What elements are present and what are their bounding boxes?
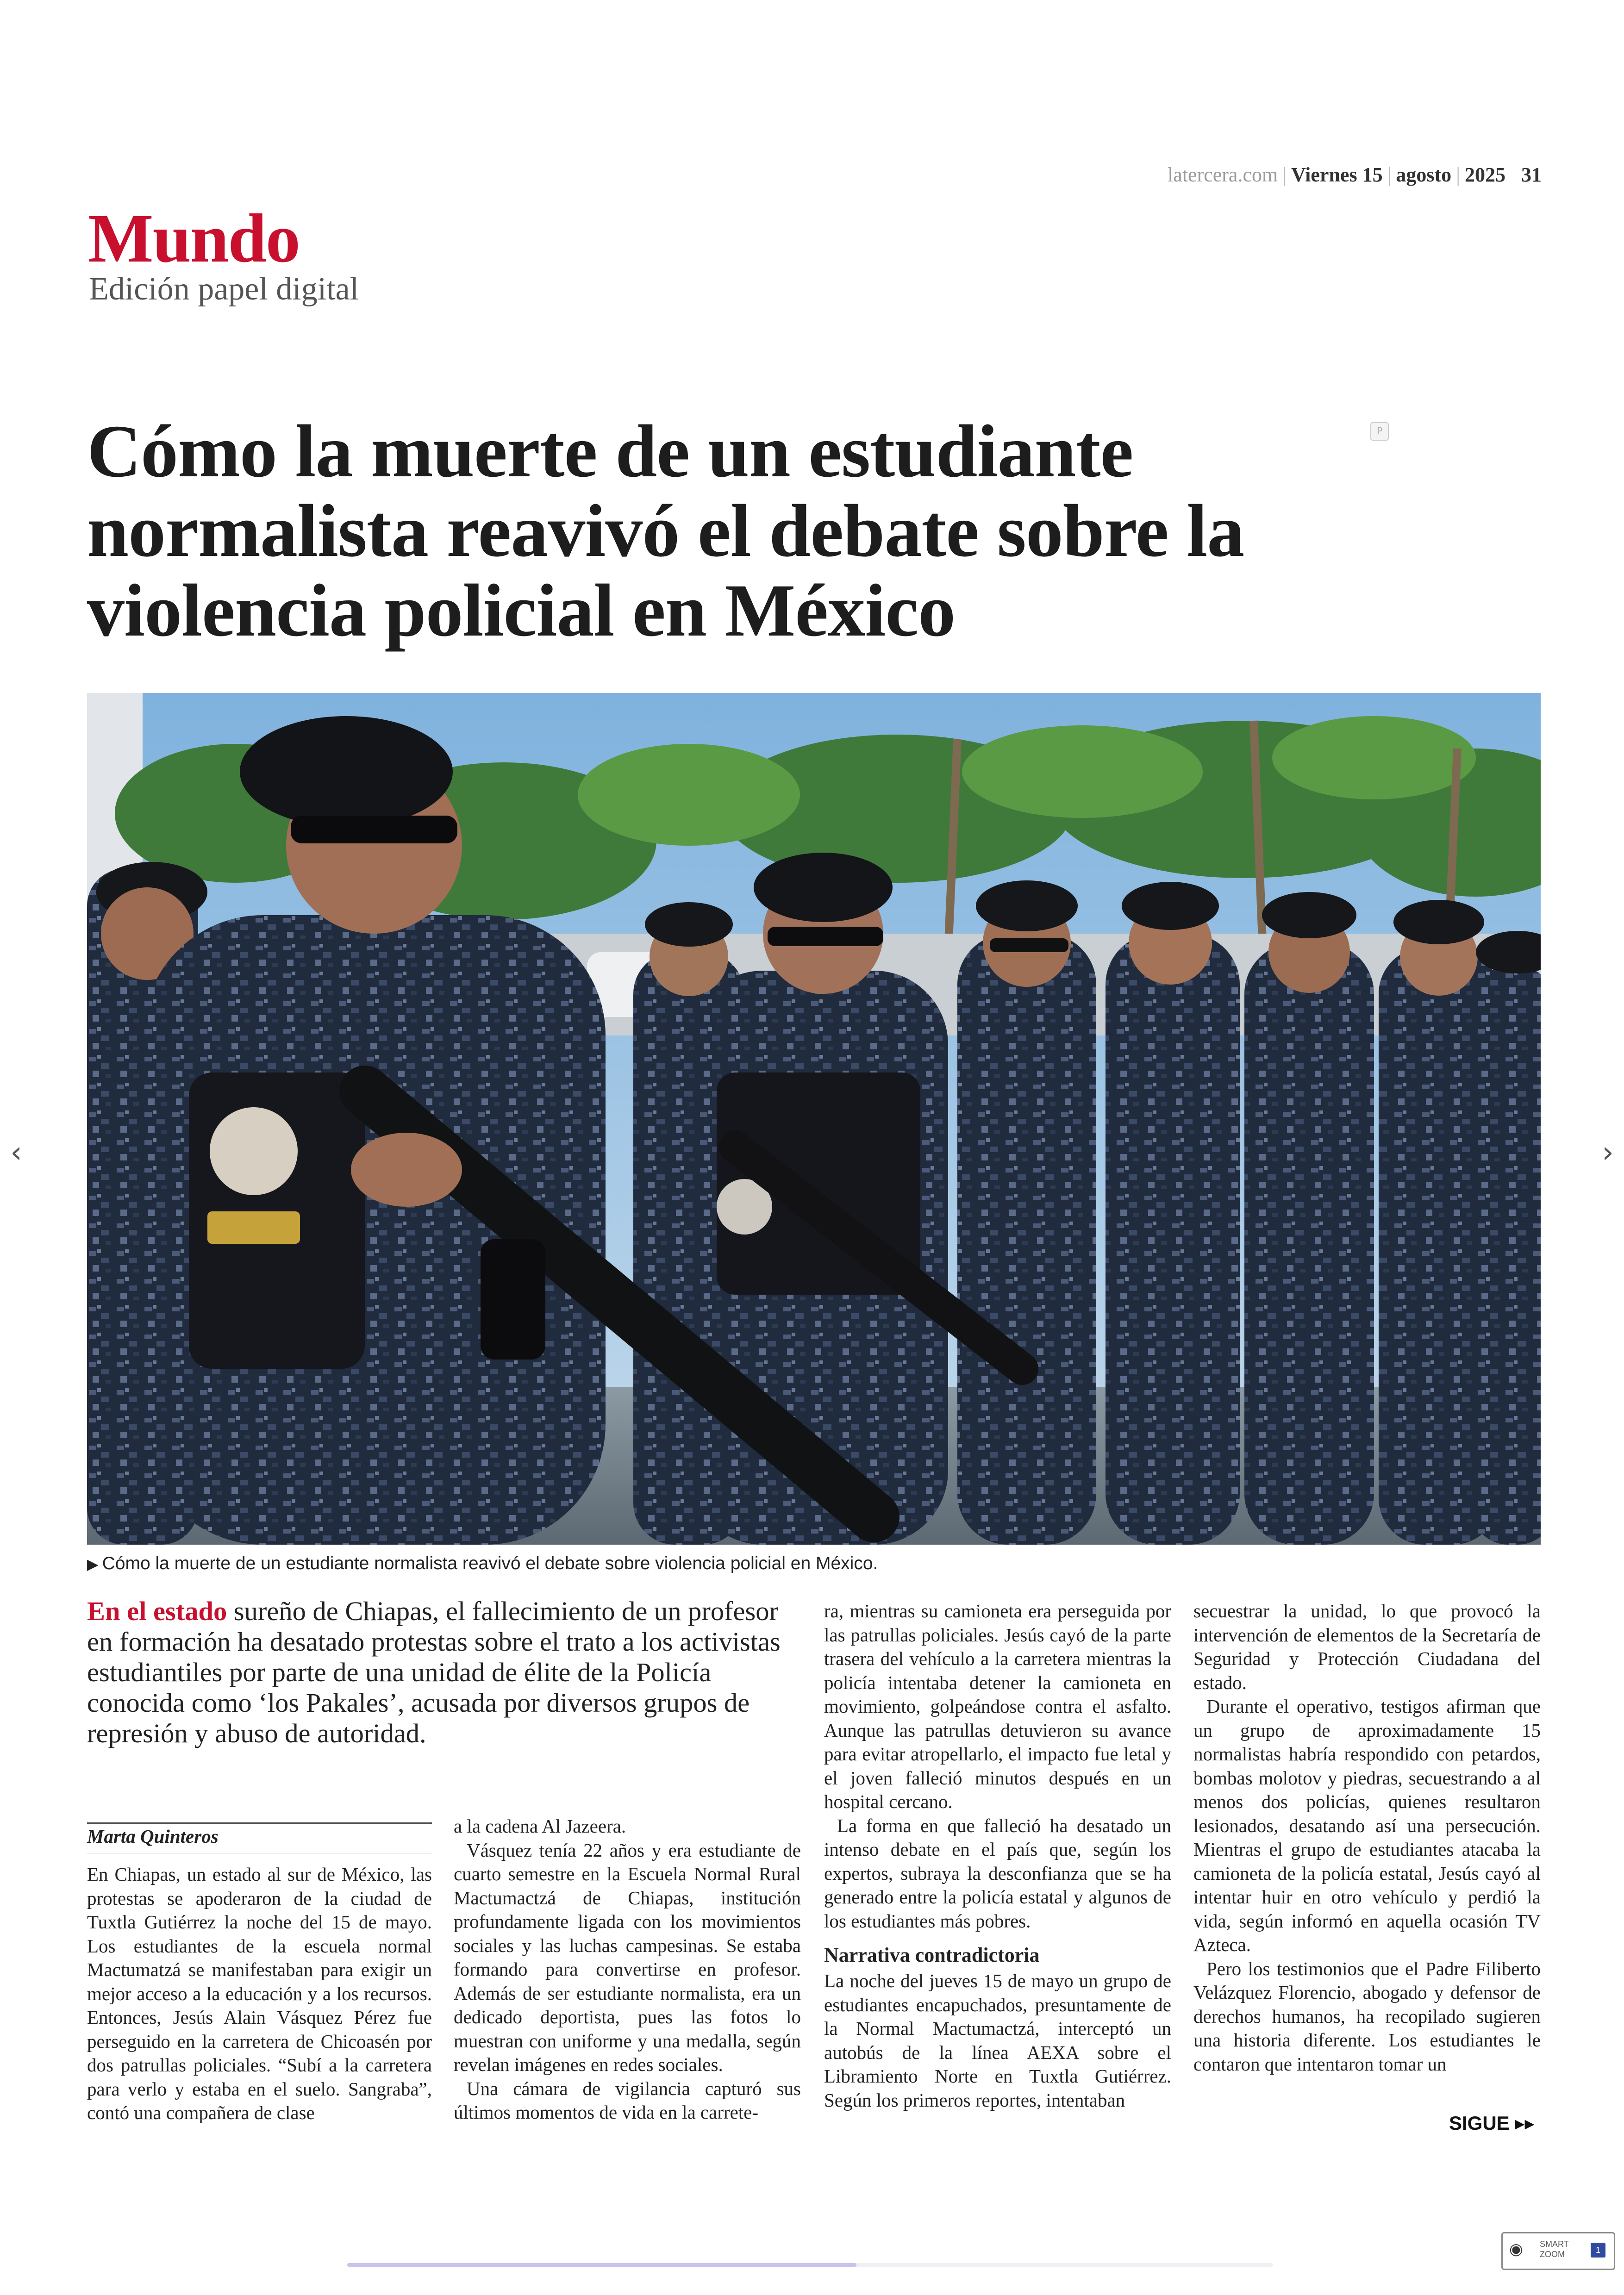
site-name: latercera.com: [1168, 163, 1278, 186]
next-page-button[interactable]: [1596, 1134, 1619, 1171]
smart-zoom-label: SMART ZOOM: [1540, 2239, 1569, 2259]
paragraph: secuestrar la unidad, lo que provocó la intervención de elementos de la Secretaría de Seguridad y Protección Ciudadana del estado.: [1193, 1600, 1541, 1693]
section-title: Mundo: [88, 200, 300, 277]
caption-arrow-icon: ▶: [87, 1556, 99, 1572]
header-year: 2025: [1465, 163, 1505, 186]
body-column-3: [824, 1599, 1171, 2112]
byline-rule: [87, 1822, 432, 1824]
eye-icon: ◉: [1509, 2240, 1523, 2258]
lead-text: sureño de Chiapas, el fallecimiento de un profesor en formación ha desatado protestas sobre el trato a los activistas estudiantiles por parte de una unidad de élite de la Policía conocida como ‘los Pakales’, acusada por diversos grupos de represión y abuso de autoridad.: [87, 1596, 781, 1748]
paragraph: Vásquez tenía 22 años y era estudiante de cuarto semestre en la Escuela Normal Rural Mactumactzá de Chiapas, institución profundamente ligada con los movimientos sociales y las luchas campesinas. Se estaba formando para convertirse en profesor. Además de ser estudiante normalista, era un dedicado deportista, pues las fotos lo muestran con uniforme y una medalla, según revelan imágenes en redes sociales.: [454, 1839, 801, 2075]
paragraph: Pero los testimonios que el Padre Filiberto Velázquez Florencio, abogado y defensor de derechos humanos, ha recopilado sugieren una historia diferente. Los estudiantes le contaron que intentaron tomar un: [1193, 1958, 1541, 2075]
photo-caption: [87, 1553, 878, 1574]
smart-zoom-button[interactable]: [1501, 2232, 1615, 2270]
byline: Marta Quinteros: [87, 1826, 219, 1847]
paragraph: En Chiapas, un estado al sur de México, las protestas se apoderaron de la ciudad de Tuxtla Gutiérrez la noche del 15 de mayo. Los estudiantes de la escuela normal Mactumatzá se manifestaban para exigir un mejor acceso a la educación y a los recursos. Entonces, Jesús Alain Vásquez Pérez fue perseguido en la carretera de Chicoasén por dos patrullas policiales. “Subí a la carretera para verlo y estaba en el suelo. Sangraba”, contó una compañera de clase: [87, 1864, 432, 2123]
paragraph: Una cámara de vigilancia capturó sus últimos momentos de vida en la carrete-: [454, 2077, 801, 2123]
paragraph: Durante el operativo, testigos afirman que un grupo de aproximadamente 15 normalistas habría respondido con petardos, bombas molotov y piedras, secuestrando a al menos dos policías, quienes resultaron lesionados, desatando así una persecución. Mientras el grupo de estudiantes atacaba la camioneta de la policía estatal, Jesús cayó al intentar huir en otro vehículo y perdió la vida, según informó en aquella ocasión TV Azteca.: [1193, 1696, 1541, 1955]
chevron-left-icon: ‹: [10, 1135, 22, 1170]
edition-label: Edición papel digital: [89, 271, 359, 307]
article-photo: [87, 693, 1541, 1545]
header-day: Viernes 15: [1291, 163, 1383, 186]
paragraph: La noche del jueves 15 de mayo un grupo de estudiantes encapuchados, presuntamente de la Normal Mactumactzá, interceptó un autobús de la línea AEXA sobre el Libramiento Norte en Tuxtla Gutiérrez. Según los primeros reportes, intentaban: [824, 1970, 1171, 2111]
page-number: 31: [1521, 163, 1542, 186]
lead-kicker: En el estado: [87, 1596, 227, 1626]
paragraph: a la cadena Al Jazeera.: [454, 1815, 626, 1837]
scrollbar-thumb[interactable]: [347, 2263, 856, 2267]
flag-icon[interactable]: P: [1370, 422, 1389, 441]
body-column-2: [454, 1815, 801, 2125]
chevron-right-icon: ›: [1602, 1135, 1614, 1170]
continue-label: SIGUE ▸▸: [1449, 2112, 1535, 2134]
header-month: agosto: [1396, 163, 1452, 186]
prev-page-button[interactable]: [5, 1134, 28, 1171]
article-headline: Cómo la muerte de un estudiante normalista reavivó el debate sobre la violencia policial en México: [87, 410, 1244, 652]
page-header: latercera.com | Viernes 15 | agosto | 2025 31: [1168, 163, 1542, 186]
paragraph: ra, mientras su camioneta era perseguida por las patrullas policiales. Jesús cayó de la parte trasera del vehículo a la carretera mientras la policía intentaba detener la camioneta en movimiento, golpeándose contra el asfalto. Aunque las patrullas detuvieron su avance para evitar atropellarlo, el impacto fue letal y el joven falleció minutos después en un hospital cercano.: [824, 1600, 1171, 1812]
caption-text: Cómo la muerte de un estudiante normalista reavivó el debate sobre violencia policial en México.: [102, 1553, 878, 1573]
subheading: Narrativa contradictoria: [824, 1944, 1040, 1966]
article-lead: [87, 1596, 795, 1749]
body-column-4: [1193, 1599, 1541, 2076]
body-column-1: [87, 1863, 432, 2125]
zoom-level-icon: 1: [1591, 2243, 1605, 2258]
police-formation-illustration: [87, 693, 1541, 1545]
paragraph: La forma en que falleció ha desatado un intenso debate en el país que, según los expertos, subraya la desconfianza que se ha generado entre la policía estatal y algunos de los estudiantes más pobres.: [824, 1815, 1171, 1932]
